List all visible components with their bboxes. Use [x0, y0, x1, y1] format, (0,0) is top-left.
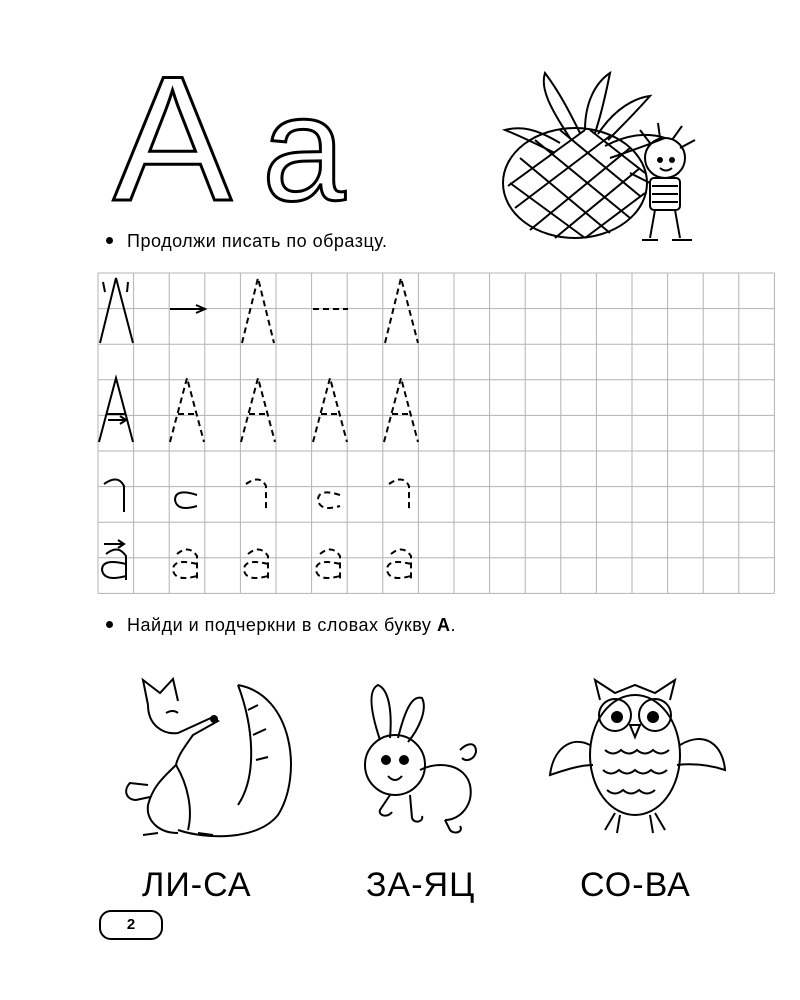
word-owl: СО-ВА — [580, 866, 691, 904]
tracing-stroke — [385, 278, 418, 343]
tracing-stroke — [316, 549, 340, 580]
fox-illustration — [118, 665, 318, 845]
bullet-icon — [106, 621, 113, 628]
instruction-find-suffix: . — [450, 615, 456, 635]
owl-illustration — [545, 665, 725, 845]
tracing-stroke — [384, 378, 418, 442]
tracing-stroke — [241, 378, 275, 442]
tracing-stroke — [313, 378, 347, 442]
tracing-stroke — [102, 549, 126, 580]
instruction-find-text: Найди и подчеркни в словах букву — [127, 615, 437, 635]
tracing-stroke — [108, 416, 126, 424]
tracing-stroke — [173, 549, 197, 580]
tracing-stroke — [387, 549, 411, 580]
tracing-stroke — [170, 378, 204, 442]
tracing-stroke — [244, 549, 268, 580]
tracing-stroke — [246, 479, 266, 512]
tracing-stroke — [99, 378, 133, 442]
word-fox: ЛИ-СА — [142, 866, 252, 904]
tracing-stroke — [242, 278, 274, 343]
tracing-stroke — [318, 492, 340, 508]
word-hare: ЗА-ЯЦ — [366, 866, 476, 904]
tracing-stroke — [104, 479, 124, 512]
tracing-stroke — [104, 540, 124, 548]
big-letter-upper: A — [113, 39, 232, 238]
instruction-find — [106, 615, 456, 636]
instruction-write-text: Продолжи писать по образцу. — [127, 231, 388, 251]
page-number: 2 — [99, 910, 163, 940]
tracing-stroke — [389, 479, 409, 512]
tracing-stroke — [175, 492, 197, 508]
hare-illustration — [350, 680, 500, 840]
instruction-find-letter: А — [436, 615, 451, 635]
big-letter-lower: a — [262, 64, 346, 232]
